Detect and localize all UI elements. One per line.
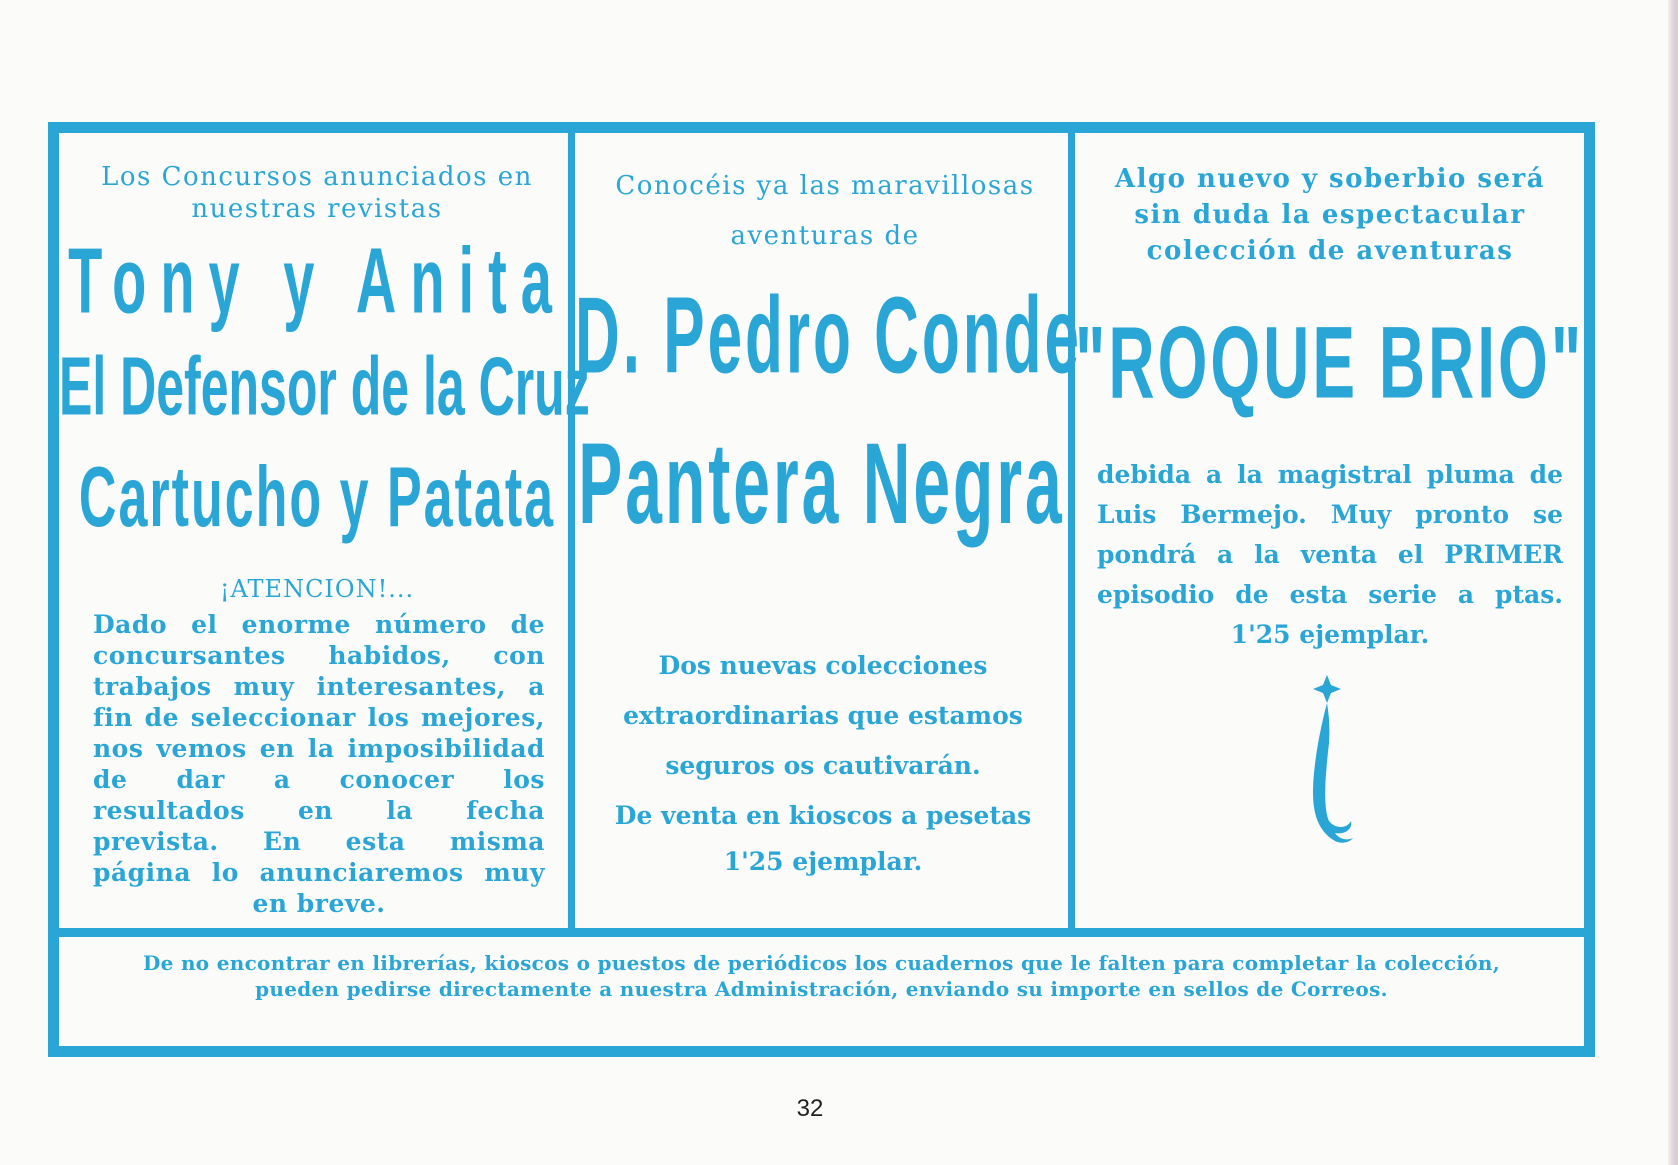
title-pantera-negra: Pantera Negra bbox=[578, 418, 1065, 548]
footer-notice: De no encontrar en librerías, kioscos o puestos de periódicos los cuadernos que le falten para completar la colección, pueden pedirse directamente a nuestra Administración, enviando su importe en sellos de Correos. bbox=[143, 951, 1500, 1001]
title-defensor-de-la-cruz: El Defensor de la Cruz bbox=[59, 340, 590, 433]
title-tony-y-anita: Tony y Anita bbox=[68, 228, 566, 333]
page-edge bbox=[1668, 0, 1678, 1165]
roque-brio-intro: Algo nuevo y soberbio será sin duda la espectacular colección de aventuras bbox=[1114, 164, 1546, 266]
roque-brio-column bbox=[1075, 133, 1584, 928]
title-cartucho-y-patata: Cartucho y Patata bbox=[78, 450, 556, 546]
collections-column bbox=[575, 133, 1083, 928]
flourish-ornament-icon bbox=[1283, 673, 1363, 848]
attention-heading: ¡ATENCION!... bbox=[219, 575, 415, 603]
roque-brio-description: debida a la magistral pluma de Luis Bermejo. Muy pronto se pondrá a la venta el PRIMER episodio de esta serie a ptas. 1'25 ejemplar. bbox=[1097, 460, 1563, 649]
advertisement-frame bbox=[48, 122, 1595, 1057]
contest-notice: Dado el enorme número de concursantes habidos, con trabajos muy interesantes, a fin de seleccionar los mejores, nos vemos en la imposibilidad de dar a conocer los resultados en la fecha prevista. En esta misma página lo anunciaremos muy en breve. bbox=[93, 610, 545, 918]
columns-row bbox=[59, 133, 1584, 937]
title-pedro-conde: D. Pedro Conde bbox=[575, 276, 1083, 397]
page-number: 32 bbox=[796, 1095, 824, 1122]
contest-intro: Los Concursos anunciados en nuestras revistas bbox=[101, 162, 533, 224]
title-roque-brio: "ROQUE BRIO" bbox=[1075, 304, 1585, 420]
sale-info: De venta en kioscos a pesetas 1'25 ejemplar. bbox=[614, 801, 1032, 876]
contest-column bbox=[59, 133, 590, 928]
collections-description: Dos nuevas colecciones extraordinarias que estamos seguros os cautivarán. bbox=[623, 651, 1023, 780]
collections-intro: Conocéis ya las maravillosas aventuras de bbox=[615, 171, 1035, 251]
